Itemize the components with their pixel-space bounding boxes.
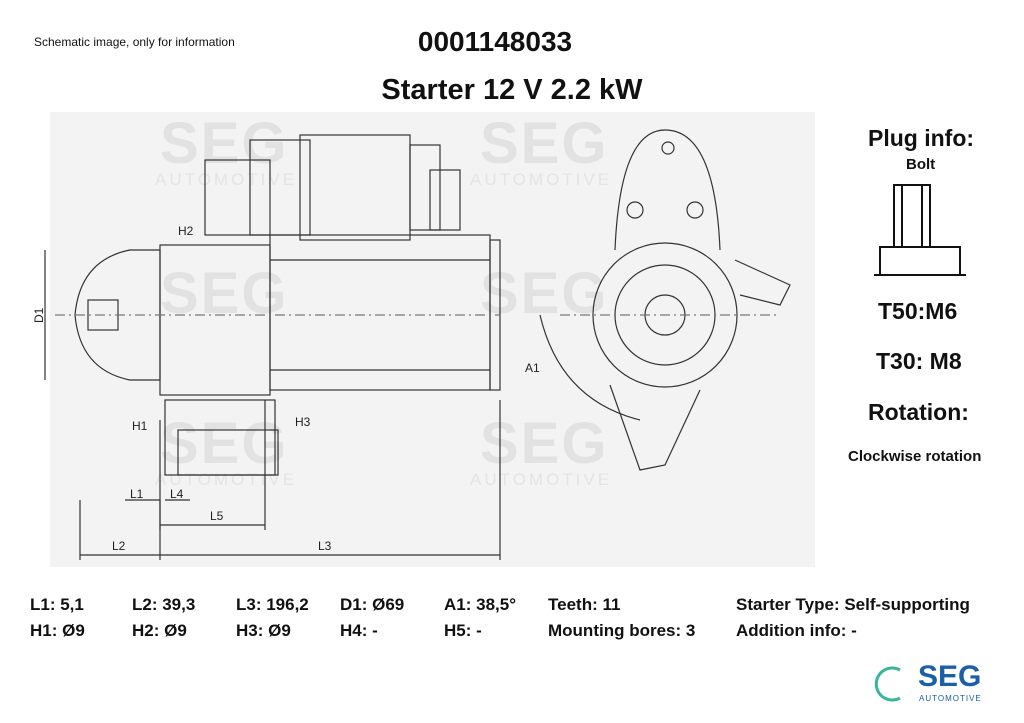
label-h1: H1 [132,419,148,433]
label-l1: L1 [130,487,144,501]
spec-l3: L3: 196,2 [236,595,309,614]
gear-housing [160,245,270,395]
spec-starter-type: Starter Type: Self-supporting [736,595,970,614]
spec-l1: L1: 5,1 [30,595,84,614]
part-number: 0001148033 [417,26,573,57]
t50-spec: T50:M6 [878,298,958,324]
watermark-sub: AUTOMOTIVE [155,170,298,189]
bolt-icon [870,175,970,285]
label-l4: L4 [170,487,184,501]
t30-spec: T30: M8 [876,348,962,374]
spec-h3: H3: Ø9 [236,621,291,640]
spec-a1: A1: 38,5° [444,595,517,614]
plug-info-title: Plug info: [868,125,975,151]
mount-block [178,430,278,475]
watermark-sub: AUTOMOTIVE [470,470,613,489]
watermark-sub: AUTOMOTIVE [155,470,298,489]
seg-logo-icon [872,664,912,704]
spec-h4: H4: - [340,621,378,640]
solenoid-body [300,135,410,240]
motor-body [270,235,490,390]
spec-d1: D1: Ø69 [340,595,405,614]
watermark-sub: AUTOMOTIVE [470,170,613,189]
solenoid-front [205,160,270,235]
spec-h1: H1: Ø9 [30,621,85,640]
label-l3: L3 [318,539,332,553]
label-h3: H3 [295,415,311,429]
starter-drawing [0,100,820,580]
watermark-brand: SEG [160,261,289,326]
watermark-brand: SEG [160,411,289,476]
spec-addition-info: Addition info: - [736,621,857,640]
rotation-title: Rotation: [868,399,969,425]
spec-l2: L2: 39,3 [132,595,196,614]
watermark-brand: SEG [480,261,609,326]
disclaimer-note: Schematic image, only for information [34,35,235,49]
label-h2: H2 [178,224,194,238]
spec-h2: H2: Ø9 [132,621,187,640]
spec-h5: H5: - [444,621,482,640]
product-title: Starter 12 V 2.2 kW [381,74,643,106]
label-l2: L2 [112,539,126,553]
spec-mounting-bores: Mounting bores: 3 [548,621,696,640]
label-l5: L5 [210,509,224,523]
logo-sub: AUTOMOTIVE [919,694,982,703]
logo-brand: SEG [918,660,982,693]
mount-flange [165,400,275,475]
plug-type: Bolt [906,156,936,173]
label-d1: D1 [32,307,46,323]
rotation-value: Clockwise rotation [848,448,982,465]
spec-teeth: Teeth: 11 [548,595,621,614]
label-a1: A1 [525,361,540,375]
watermark-brand: SEG [160,111,289,176]
watermark-brand: SEG [480,111,609,176]
end-view-solenoid [615,130,720,250]
watermark-brand: SEG [480,411,609,476]
